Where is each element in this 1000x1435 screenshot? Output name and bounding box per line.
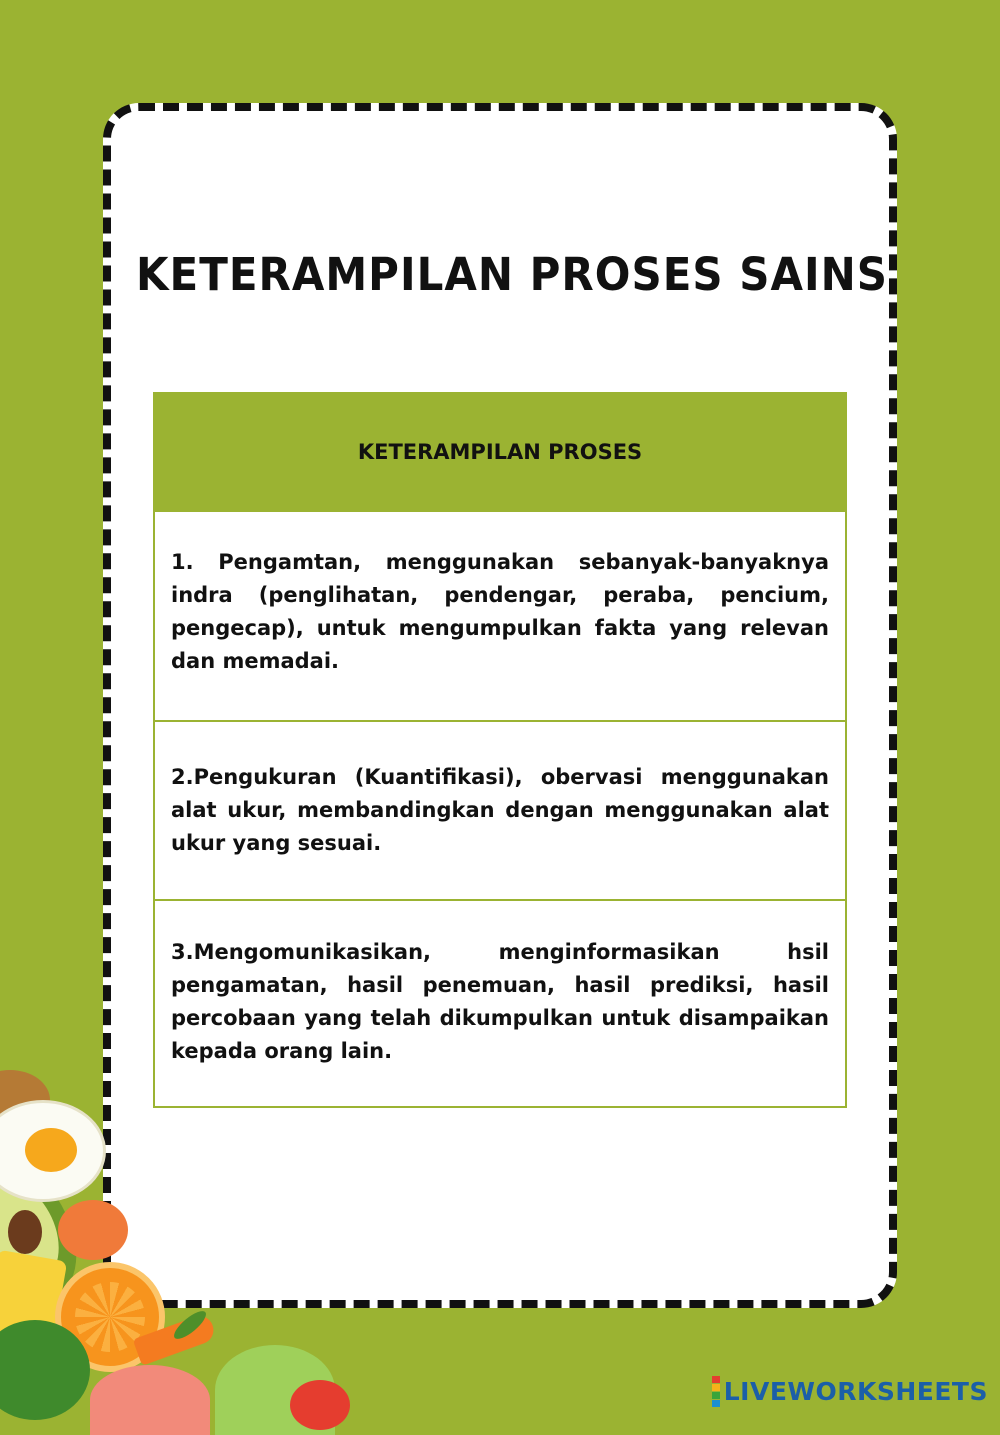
table-row: [155, 510, 845, 720]
avocado-seed-icon: [8, 1210, 42, 1254]
brand-name: LIVEWORKSHEETS: [723, 1377, 988, 1406]
row-text: 3.Mengomunikasikan, menginformasikan hsil pengamatan, hasil penemuan, hasil prediksi, hasil percobaan yang telah dikumpulkan untuk disampaikan kepada orang lain.: [171, 940, 829, 1063]
row-text: 2.Pengukuran (Kuantifikasi), obervasi menggunakan alat ukur, membandingkan dengan menggunakan alat ukur yang sesuai.: [171, 765, 829, 855]
table-header: KETERAMPILAN PROSES: [155, 394, 845, 510]
table-row: [155, 899, 845, 1106]
peach-icon: [58, 1200, 128, 1260]
liveworksheets-logo-icon: [712, 1376, 720, 1407]
row-text: 1. Pengamtan, menggunakan sebanyak-banyaknya indra (penglihatan, pendengar, peraba, pencium, pengecap), untuk mengumpulkan fakta yang relevan dan memadai.: [171, 550, 829, 673]
table-row: [155, 720, 845, 899]
brand-watermark[interactable]: [712, 1376, 988, 1407]
skills-table: [153, 392, 847, 1108]
page-title: KETERAMPILAN PROSES SAINS: [135, 248, 889, 301]
tomato-icon: [290, 1380, 350, 1430]
egg-yolk-icon: [25, 1128, 77, 1172]
salmon-icon: [90, 1365, 210, 1435]
